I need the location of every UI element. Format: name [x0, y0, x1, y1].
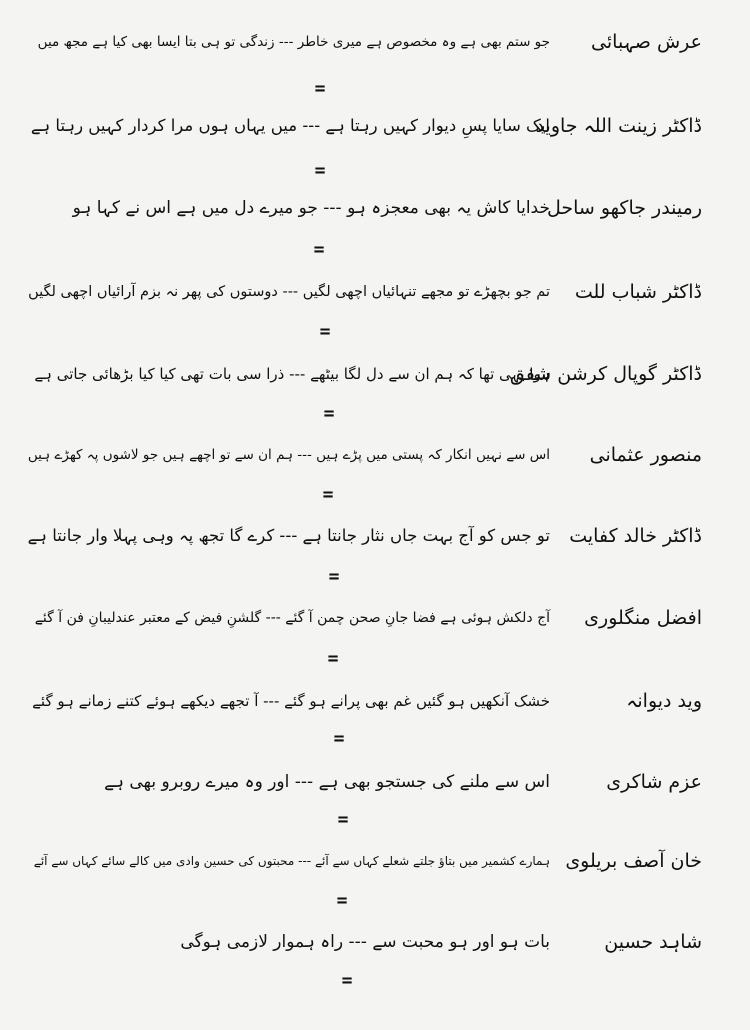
poet-name: ڈاکٹر شباب للت — [574, 281, 702, 303]
poet-name: افضل منگلوری — [584, 607, 702, 629]
entry-4 — [0, 272, 750, 312]
couplet-text: تو جس کو آج بہت جاں نثار جانتا ہے --- کرے گا تجھ پہ وہی پہلا وار جانتا ہے — [27, 526, 550, 545]
poet-name: شاہد حسین — [604, 931, 702, 953]
entry-6 — [0, 435, 750, 475]
separator: = — [319, 321, 331, 342]
couplet-text: بات ہو اور ہو محبت سے --- راہ ہموار لازمی ہوگی — [180, 932, 550, 952]
entry-2 — [0, 106, 750, 146]
separator: = — [328, 566, 340, 587]
separator: = — [337, 809, 349, 830]
couplet-text: آج دلکش ہوئی ہے فضا جانِ صحن چمن آ گئے --- گلشنِ فیض کے معتبر عندلیبانِ فن آ گئے — [34, 610, 550, 626]
couplet-text: تم جو بچھڑے تو مجھے تنہائیاں اچھی لگیں --- دوستوں کی پھر نہ بزم آرائیاں اچھی لگیں — [28, 284, 550, 300]
poet-name: ڈاکٹر گوپال کرشن شفق — [509, 363, 702, 385]
entry-3 — [0, 188, 750, 228]
couplet-text: خشک آنکھیں ہو گئیں غم بھی پرانے ہو گئے --- آ تجھے دیکھے ہوئے کتنے زمانے ہو گئے — [32, 692, 550, 710]
entry-8 — [0, 598, 750, 638]
entry-11 — [0, 841, 750, 881]
poet-name: ڈاکٹر زینت اللہ جاوید — [535, 115, 702, 137]
separator: = — [341, 970, 353, 991]
poet-name: رمیندر جاکھو ساحل — [546, 197, 702, 219]
separator: = — [323, 403, 335, 424]
poet-name: عرش صہبائی — [591, 31, 702, 53]
couplet-text: خدایا کاش یہ بھی معجزہ ہو --- جو میرے دل میں ہے اس نے کہا ہو — [72, 198, 550, 218]
entry-9 — [0, 681, 750, 721]
separator: = — [314, 160, 326, 181]
entry-1 — [0, 22, 750, 62]
separator: = — [314, 78, 326, 99]
entry-7 — [0, 516, 750, 556]
poet-name: منصور عثمانی — [589, 444, 702, 466]
separator: = — [333, 728, 345, 749]
couplet-text: جو ستم بھی ہے وہ مخصوص ہے میری خاطر --- زندگی تو ہی بتا ایسا بھی کیا ہے مجھ میں — [37, 34, 550, 50]
separator: = — [336, 890, 348, 911]
separator: = — [313, 239, 325, 260]
poet-name: عزم شاکری — [606, 771, 702, 793]
separator: = — [327, 648, 339, 669]
poet-name: وید دیوانہ — [626, 690, 702, 712]
entry-10 — [0, 762, 750, 802]
entry-12 — [0, 922, 750, 962]
poet-name: خان آصف بریلوی — [565, 850, 702, 872]
couplet-text: اس سے نہیں انکار کہ پستی میں پڑے ہیں --- ہم ان سے تو اچھے ہیں جو لاشوں پہ کھڑے ہیں — [27, 447, 550, 463]
couplet-text: اس سے ملنے کی جستجو بھی ہے --- اور وہ میرے روبرو بھی ہے — [104, 772, 550, 792]
couplet-text: ہمارے کشمیر میں بتاؤ جلتے شعلے کہاں سے آئے --- محبتوں کی حسین وادی میں کالے سائے کہاں سے آئے — [33, 854, 550, 868]
poet-name: ڈاکٹر خالد کفایت — [569, 525, 702, 547]
couplet-text: ایک سایا پسِ دیوار کہیں رہتا ہے --- میں یہاں ہوں مرا کردار کہیں رہتا ہے — [30, 116, 550, 135]
entry-5 — [0, 354, 750, 394]
couplet-text: ہوا یہی تھا کہ ہم ان سے دل لگا بیٹھے --- ذرا سی بات تھی کیا کیا بڑھائی جاتی ہے — [34, 365, 550, 383]
separator: = — [322, 484, 334, 505]
